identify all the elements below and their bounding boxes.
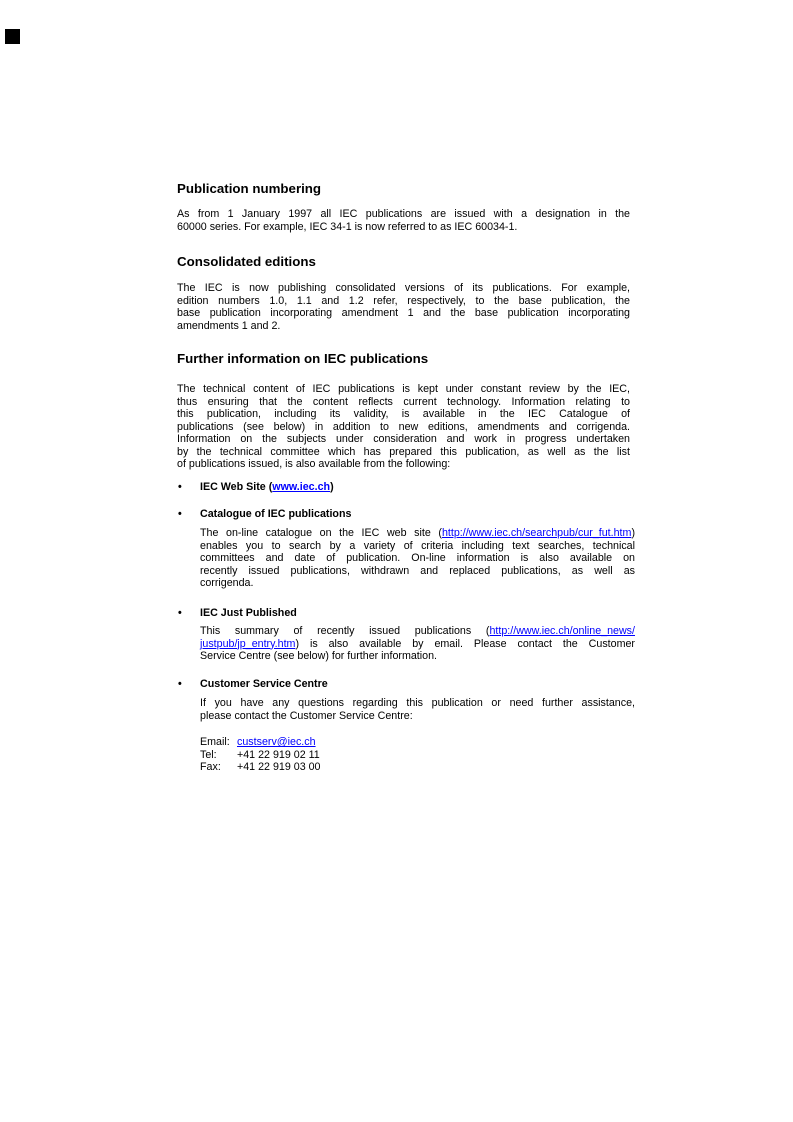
contact-block [200,736,635,774]
text-line [200,678,635,691]
text-line: As from 1 January 1997 all IEC publications are issued with a designation in the [177,208,630,220]
bullet-label-just-published [200,607,635,620]
text-line: This summary of recently issued publications (http://www.iec.ch/online_news/ [200,625,635,637]
justpub-link[interactable]: justpub/jp_entry.htm [200,637,296,650]
bullet-label-iec-web-site [200,481,635,494]
contact-tel-row [200,749,635,762]
text-line: corrigenda. [200,577,254,589]
text-line: please contact the Customer Service Centre: [200,709,413,722]
text-line: committees and date of publication. On-line information is also available on [200,552,635,564]
email-link[interactable]: custserv@iec.ch [237,736,316,748]
para-publication-numbering [177,208,630,233]
heading-publication-numbering: Publication numbering [177,181,322,196]
text-segment: IEC Web Site ( [200,481,273,493]
online-news-link[interactable]: http://www.iec.ch/online_news/ [489,625,635,637]
searchpub-link[interactable]: http://www.iec.ch/searchpub/cur_fut.htm [441,527,632,539]
text-line: edition numbers 1.0, 1.1 and 1.2 refer, respectively, to the base publication, the [177,294,630,307]
bullet-icon: • [178,481,182,493]
text-line: justpub/jp_entry.htm) is also available by email. Please contact the Customer [200,637,635,650]
text-line: by the technical committee which has prepared this publication, as well as the list [177,445,630,458]
text-line: amendments 1 and 2. [177,319,281,332]
bullet-icon: • [178,678,182,690]
text-line: publications (see below) in addition to new editions, amendments and corrigenda. [177,420,630,433]
email-label: Email: [200,736,230,748]
bullet-item-just-published [177,607,635,620]
bullet-item-iec-web-site [177,481,635,494]
para-just-published [200,625,635,663]
text-line [200,481,635,494]
fax-value: +41 22 919 03 00 [237,761,321,773]
para-further-information [177,383,630,471]
tel-label: Tel: [200,748,217,761]
text-line: thus ensuring that the content reflects current technology. Information relating to [177,395,630,408]
text-line: If you have any questions regarding this publication or need further assistance, [200,697,635,709]
para-catalogue [200,527,635,590]
text-segment: IEC Just Published [200,607,297,619]
bullet-icon: • [178,508,182,520]
contact-fax-row [200,761,635,774]
text-line: The technical content of IEC publications is kept under constant review by the IEC, [177,383,630,395]
fax-label: Fax: [200,761,221,773]
text-line [200,508,635,521]
corner-registration-mark [5,29,20,44]
heading-consolidated-editions: Consolidated editions [177,254,316,269]
text-segment: ) [330,481,334,493]
bullet-item-catalogue [177,508,635,521]
bullet-label-customer-service [200,678,635,691]
text-segment: Customer Service Centre [200,678,328,690]
text-line: this publication, including its validity, is available in the IEC Catalogue of [177,408,630,420]
text-line: enables you to search by a variety of criteria including text searches, technical [200,539,635,552]
text-line: recently issued publications, withdrawn and replaced publications, as well as [200,564,635,577]
text-line [200,607,635,620]
para-customer-service [200,697,635,722]
iec-web-site-link[interactable]: www.iec.ch [272,481,331,493]
text-line: base publication incorporating amendment 1 and the base publication incorporating [177,307,630,319]
bullet-item-customer-service [177,678,635,691]
bullet-label-catalogue [200,508,635,521]
text-line: The on-line catalogue on the IEC web site (http://www.iec.ch/searchpub/cur_fut.htm) [200,527,635,539]
para-consolidated-editions [177,282,630,332]
text-line: 60000 series. For example, IEC 34-1 is now referred to as IEC 60034-1. [177,220,518,233]
text-line: Service Centre (see below) for further information. [200,650,438,662]
text-line: of publications issued, is also available from the following: [177,458,451,470]
text-line: Information on the subjects under consideration and work in progress undertaken [177,433,630,445]
text-segment: Catalogue of IEC publications [200,508,352,520]
heading-further-information: Further information on IEC publications [177,351,429,366]
contact-email-row [200,736,635,749]
tel-value: +41 22 919 02 11 [237,748,320,761]
bullet-icon: • [178,607,182,619]
text-line: The IEC is now publishing consolidated versions of its publications. For example, [177,282,630,294]
